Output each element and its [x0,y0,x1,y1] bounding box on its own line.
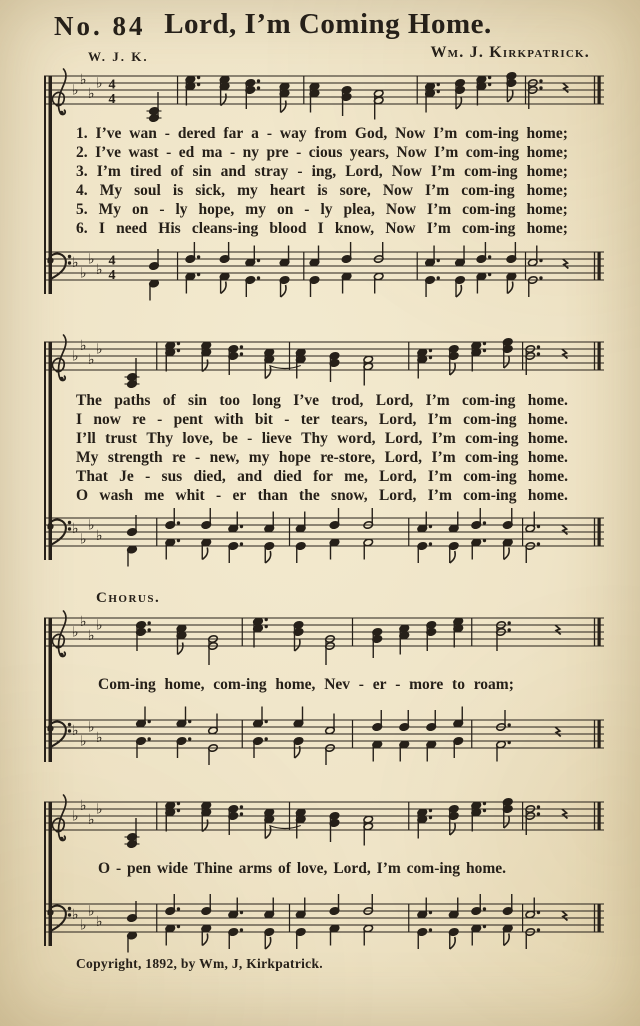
lyric-line: 6. I need His cleans-ing blood I know, Now I’m com-ing home; [76,220,568,237]
svg-text:♭: ♭ [72,348,79,365]
lyric-line: I now re - pent with bit - ter tears, Lord, I’m com-ing home. [76,411,568,428]
svg-text:♭: ♭ [72,82,79,99]
final-bass-staff [38,888,608,962]
svg-text:♭: ♭ [96,730,103,746]
verse-lyrics-bottom-block [76,391,568,505]
system-2-treble-staff [38,330,608,396]
lyric-line: I’ll trust Thy love, be - lieve Thy word, Lord, I’m com-ing home. [76,430,568,447]
svg-text:♭: ♭ [80,917,87,934]
system-1-treble-staff [38,64,608,130]
chorus-lyric-line: O - pen wide Thine arms of love, Lord, I’m com-ing home. [98,860,506,877]
svg-text:♭: ♭ [88,352,95,368]
svg-text:♭: ♭ [96,801,103,818]
final-treble-staff [38,790,608,856]
svg-text:4: 4 [108,92,116,107]
chorus-label: Chorus. [96,590,161,606]
lyric-line: 5. My on - ly hope, my on - ly plea, Now I’m com-ing home; [76,201,568,218]
svg-text:♭: ♭ [80,265,87,282]
svg-text:♭: ♭ [88,628,95,644]
svg-text:♭: ♭ [88,903,95,920]
chorus-bass-staff [38,704,608,778]
hymn-title: Lord, I’m Coming Home. [164,8,492,40]
svg-text:♭: ♭ [80,531,87,548]
copyright-notice: Copyright, 1892, by Wm, J, Kirkpatrick. [76,956,323,971]
svg-text:♭: ♭ [72,624,79,641]
svg-text:♭: ♭ [80,733,87,750]
lyric-line: The paths of sin too long I’ve trod, Lord, I’m com-ing home. [76,392,568,409]
lyric-line: 1. I’ve wan - dered far a - way from God, Now I’m com-ing home; [76,125,568,142]
system-2-bass-staff [38,502,608,576]
svg-text:♭: ♭ [72,521,79,537]
svg-text:♭: ♭ [72,723,79,739]
svg-text:♭: ♭ [96,75,103,92]
composer-initials: W. J. K. [88,49,149,64]
svg-text:♭: ♭ [96,528,103,544]
verse-lyrics-top-block [76,124,568,238]
svg-text:4: 4 [108,253,116,269]
svg-text:♭: ♭ [88,719,95,736]
lyric-line: O wash me whit - er than the snow, Lord, I’m com-ing home. [76,487,568,504]
svg-text:♭: ♭ [80,798,87,814]
svg-text:♭: ♭ [80,338,87,354]
svg-text:4: 4 [108,268,116,283]
lyric-line: 4. My soul is sick, my heart is sore, Now I’m com-ing home; [76,182,568,199]
svg-text:4: 4 [108,77,116,93]
svg-text:♭: ♭ [88,812,95,828]
svg-text:♭: ♭ [72,907,79,923]
chorus-lyric-line: Com-ing home, com-ing home, Nev - er - more to roam; [98,676,514,693]
svg-text:♭: ♭ [88,251,95,268]
svg-text:♭: ♭ [96,262,103,278]
svg-text:♭: ♭ [96,914,103,930]
svg-text:♭: ♭ [72,255,79,271]
svg-text:♭: ♭ [88,517,95,534]
svg-text:♭: ♭ [72,808,79,825]
lyric-line: 3. I’m tired of sin and stray - ing, Lord, Now I’m com-ing home; [76,163,568,180]
svg-text:♭: ♭ [88,86,95,102]
hymn-number: No. 84 [54,11,146,41]
chorus-treble-staff [38,606,608,672]
composer-name: Wm. J. Kirkpatrick. [430,44,590,61]
svg-text:♭: ♭ [96,617,103,634]
lyric-line: My strength re - new, my hope re-store, Lord, I’m com-ing home. [76,449,568,466]
svg-text:♭: ♭ [80,72,87,88]
svg-text:♭: ♭ [80,614,87,630]
lyric-line: 2. I’ve wast - ed ma - ny pre - cious years, Now I’m com-ing home; [76,144,568,161]
svg-text:♭: ♭ [96,341,103,358]
system-1-bass-staff [38,236,608,310]
lyric-line: That Je - sus died, and died for me, Lord, I’m com-ing home. [76,468,568,485]
